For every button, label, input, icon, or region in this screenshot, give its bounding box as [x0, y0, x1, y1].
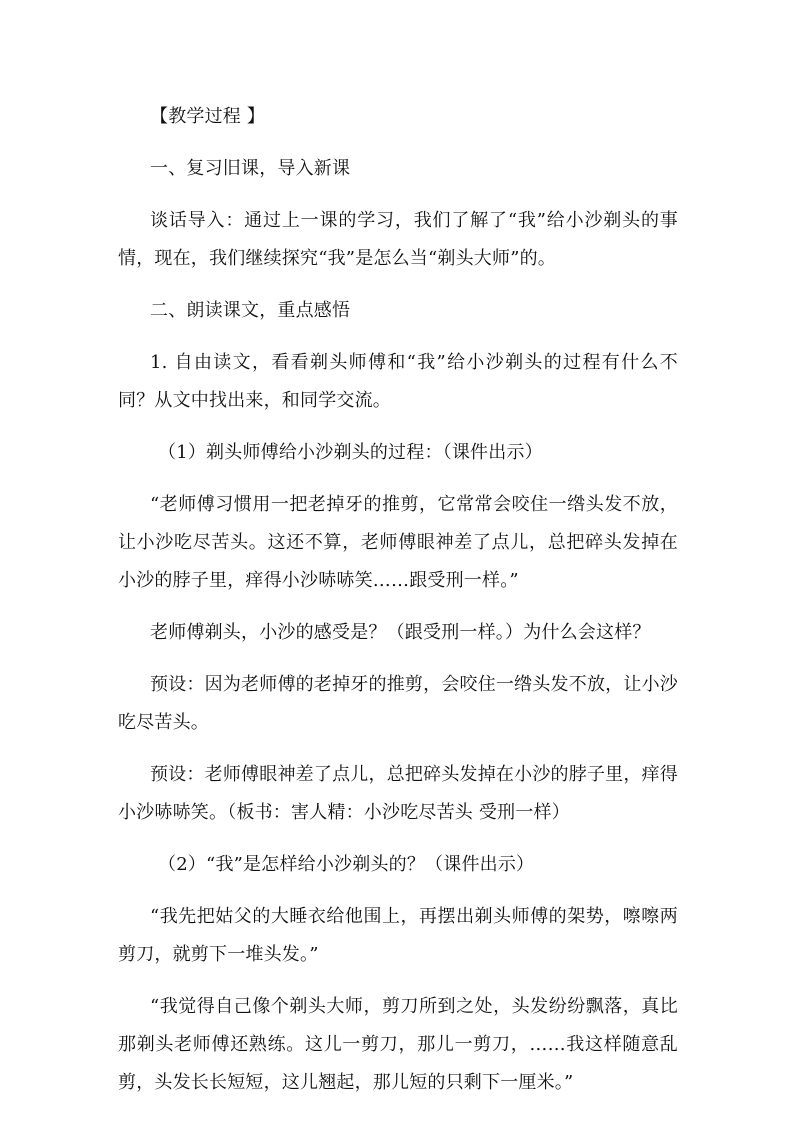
quote-3: “我觉得自己像个剃头大师，剪刀所到之处，头发纷纷飘落，真比那剃头老师傅还熟练。这儿一剪刀，那儿一剪刀，……我这样随意乱剪，头发长长短短，这儿翘起，那儿短的只剩下一厘米。” — [118, 996, 678, 1093]
section-2-title: 二、朗读课文，重点感悟 — [150, 300, 351, 321]
intro-paragraph: 谈话导入：通过上一课的学习，我们了解了“我”给小沙剃头的事情，现在，我们继续探究“我”是怎么当“剃头大师”的。 — [118, 210, 678, 269]
preset-2: 预设：老师傅眼神差了点儿，总把碎头发掉在小沙的脖子里，痒得小沙哧哧笑。（板书：害人精：小沙吃尽苦头 受刑一样） — [118, 764, 678, 823]
lesson-heading: 【教学过程 】 — [150, 106, 266, 127]
subsection-2-title: （2）“我”是怎样给小沙剃头的？（课件出示） — [158, 854, 535, 875]
subsection-1-title: （1）剃头师傅给小沙剃头的过程：（课件出示） — [158, 442, 543, 463]
preset-1: 预设：因为老师傅的老掉牙的推剪，会咬住一绺头发不放，让小沙吃尽苦头。 — [118, 674, 678, 733]
task-1-paragraph: 1. 自由读文，看看剃头师傅和“我”给小沙剃头的过程有什么不同？从文中找出来，和同学交流。 — [118, 352, 678, 411]
section-1-title: 一、复习旧课，导入新课 — [150, 158, 351, 179]
quote-2: “我先把姑父的大睡衣给他围上，再摆出剃头师傅的架势，嚓嚓两剪刀，就剪下一堆头发。” — [118, 906, 678, 965]
document-body — [118, 98, 678, 1116]
question-1: 老师傅剃头，小沙的感受是？（跟受刑一样。）为什么会这样？ — [150, 622, 651, 643]
quote-1: “老师傅习惯用一把老掉牙的推剪，它常常会咬住一绺头发不放，让小沙吃尽苦头。这还不算，老师傅眼神差了点儿，总把碎头发掉在小沙的脖子里，痒得小沙哧哧笑……跟受刑一样。” — [118, 494, 678, 591]
